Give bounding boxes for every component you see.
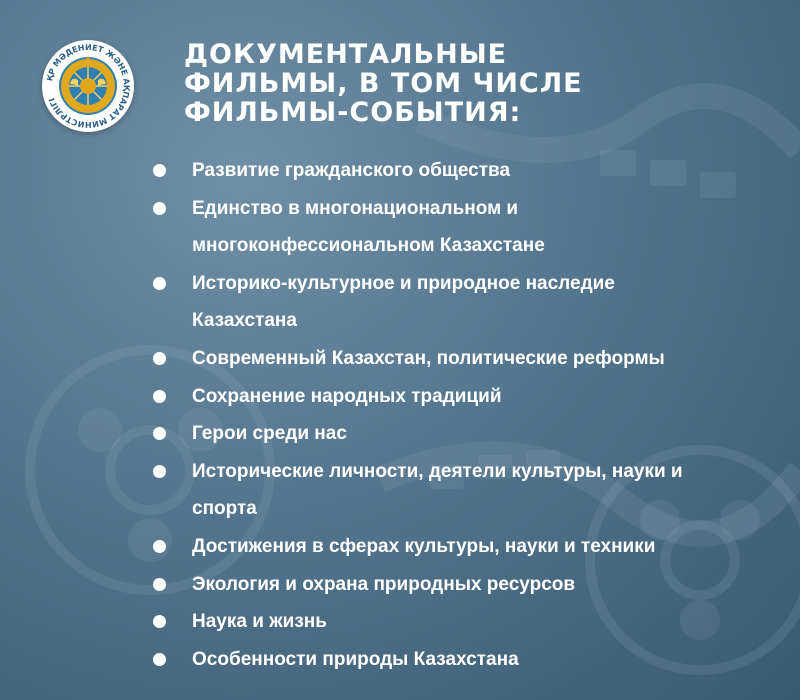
title-line: ФИЛЬМЫ-СОБЫТИЯ: bbox=[184, 97, 522, 128]
list-item-text: Современный Казахстан, политические реформы bbox=[192, 347, 665, 369]
list-item-text: Развитие гражданского общества bbox=[192, 160, 511, 181]
topic-list bbox=[150, 152, 780, 678]
kazakhstan-emblem-icon bbox=[42, 40, 134, 132]
list-item-text: Особенности природы Казахстана bbox=[192, 648, 519, 670]
list-item bbox=[150, 340, 780, 378]
list-item-text: Герои среди нас bbox=[192, 423, 347, 445]
bullet-icon bbox=[153, 277, 166, 290]
title-line: ДОКУМЕНТАЛЬНЫЕ bbox=[184, 39, 508, 70]
list-item-text: Сохранение народных традиций bbox=[192, 385, 502, 407]
title-line: ФИЛЬМЫ, В ТОМ ЧИСЛЕ bbox=[184, 68, 583, 99]
list-item-text: Единство в многонациональном и bbox=[192, 197, 519, 219]
list-item bbox=[150, 152, 780, 190]
list-item-text: многоконфессиональном Казахстане bbox=[192, 235, 545, 257]
list-item bbox=[150, 528, 780, 566]
bullet-icon bbox=[153, 465, 166, 478]
list-item-text: Исторические личности, деятели культуры, науки и bbox=[192, 460, 683, 482]
list-item bbox=[150, 415, 780, 453]
bullet-icon bbox=[153, 653, 166, 666]
list-item-text: Историко-культурное и природное наследие bbox=[192, 272, 615, 294]
list-item-text: Экология и охрана природных ресурсов bbox=[192, 573, 576, 595]
page-title bbox=[184, 40, 744, 127]
ministry-logo bbox=[42, 40, 134, 132]
bullet-icon bbox=[153, 202, 166, 215]
list-item bbox=[150, 378, 780, 416]
list-item-text: Наука и жизнь bbox=[192, 611, 327, 633]
bullet-icon bbox=[153, 352, 166, 365]
list-item-text: Казахстана bbox=[192, 310, 297, 332]
list-item bbox=[150, 566, 780, 604]
bullet-icon bbox=[153, 540, 166, 553]
list-item bbox=[150, 453, 780, 528]
bullet-icon bbox=[153, 578, 166, 591]
list-item-text: Достижения в сферах культуры, науки и техники bbox=[192, 535, 656, 557]
bullet-icon bbox=[153, 164, 166, 177]
logo-ring-text: ҚР МӘДЕНИЕТ ЖӘНЕ АҚПАРАТ МИНИСТРЛІГІ bbox=[45, 42, 132, 130]
bullet-icon bbox=[153, 390, 166, 403]
bullet-icon bbox=[153, 615, 166, 628]
list-item-text: спорта bbox=[192, 498, 257, 520]
list-item bbox=[150, 265, 780, 340]
bullet-icon bbox=[153, 427, 166, 440]
list-item bbox=[150, 190, 780, 265]
list-item bbox=[150, 603, 780, 641]
list-item bbox=[150, 641, 780, 679]
